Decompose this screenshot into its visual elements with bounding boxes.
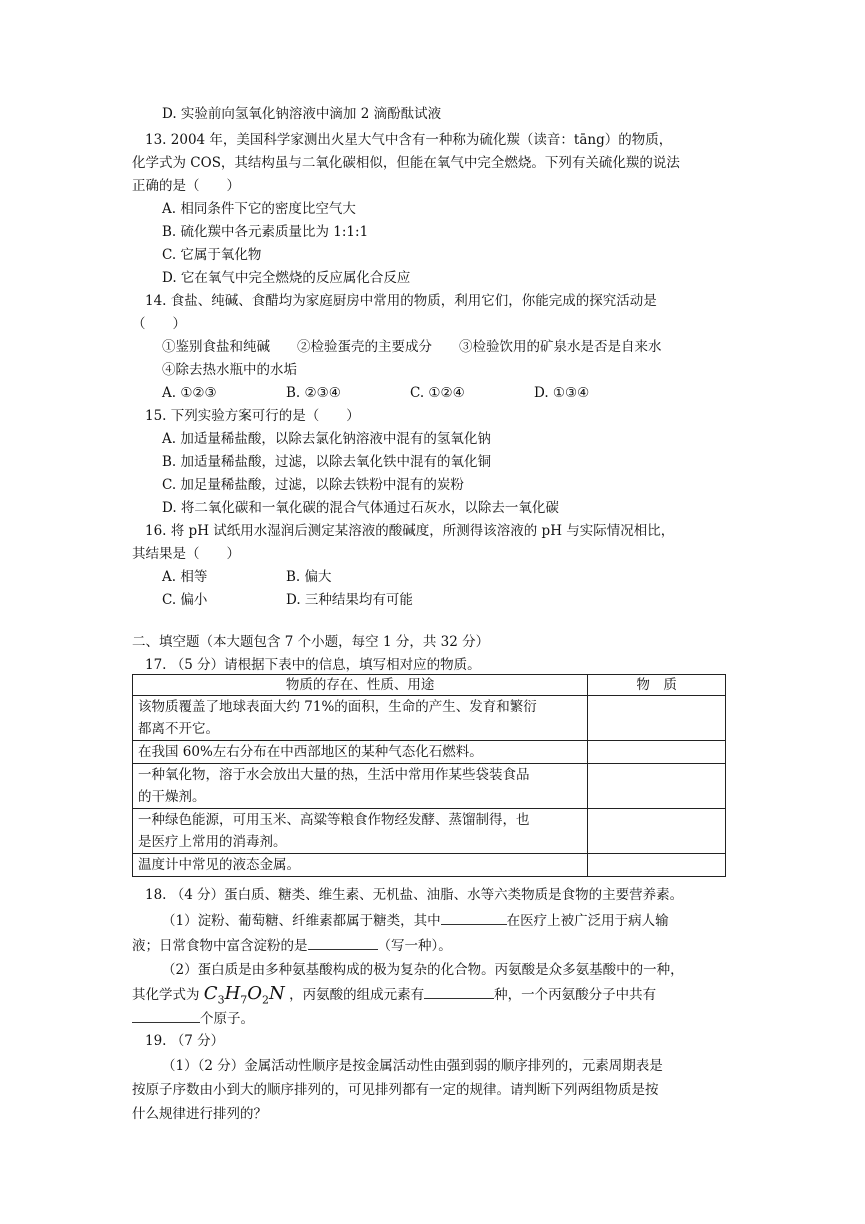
answer-blank[interactable]	[308, 935, 378, 950]
q13-option-b: B. 硫化羰中各元素质量比为 1:1:1	[162, 224, 369, 240]
table-cell-description	[133, 854, 588, 877]
q18-part1-line2	[132, 935, 452, 956]
q15-stem: 15. 下列实验方案可行的是（ ）	[145, 408, 360, 424]
q18-text: 个原子。	[200, 1011, 254, 1027]
q16-stem-line1: 16. 将 pH 试纸用水湿润后测定某溶液的酸碱度，所测得该溶液的 pH 与实际情况相比，	[145, 523, 675, 539]
answer-cell[interactable]	[588, 764, 726, 809]
q18-text: 在医疗上被广泛用于病人输	[506, 913, 669, 929]
answer-cell[interactable]	[588, 854, 726, 877]
section-title-fill-in: 二、填空题（本大题包含 7 个小题，每空 1 分，共 32 分）	[132, 634, 490, 650]
q17-stem: 17. （5 分）请根据下表中的信息，填写相对应的物质。	[145, 657, 481, 673]
q14-option-a: A. ①②③	[162, 385, 217, 401]
q14-stem-line1: 14. 食盐、纯碱、食醋均为家庭厨房中常用的物质，利用它们，你能完成的探究活动是	[145, 293, 657, 309]
q14-option-d: D. ①③④	[534, 385, 590, 401]
q13-stem-line2: 化学式为 COS，其结构虽与二氧化碳相似，但能在氧气中完全燃烧。下列有关硫化羰的说法	[132, 155, 680, 171]
q14-option-c: C. ①②④	[410, 385, 465, 401]
q14-option-b: B. ②③④	[286, 385, 341, 401]
cell-line: 在我国 60%左右分布在中西部地区的某种气态化石燃料。	[138, 744, 483, 760]
q15-option-d: D. 将二氧化碳和一氧化碳的混合气体通过石灰水，以除去一氧化碳	[162, 500, 559, 516]
table-cell-description	[133, 809, 588, 854]
table-row	[133, 741, 726, 764]
q18-stem: 18. （4 分）蛋白质、糖类、维生素、无机盐、油脂、水等六类物质是食物的主要营养素。	[145, 887, 684, 903]
q14-items-line1: ①鉴别食盐和纯碱 ②检验蛋壳的主要成分 ③检验饮用的矿泉水是否是自来水	[162, 339, 662, 355]
q18-part1-line1	[162, 910, 669, 931]
q15-option-c: C. 加足量稀盐酸，过滤，以除去铁粉中混有的炭粉	[162, 477, 464, 493]
answer-cell[interactable]	[588, 696, 726, 741]
q13-option-a: A. 相同条件下它的密度比空气大	[162, 201, 356, 217]
q18-text: （写一种）。	[377, 938, 452, 954]
q15-option-a: A. 加适量稀盐酸，以除去氯化钠溶液中混有的氢氧化钠	[162, 431, 491, 447]
table-header-substance: 物 质	[588, 675, 726, 696]
q16-option-a: A. 相等	[162, 569, 208, 585]
q14-items-line2: ④除去热水瓶中的水垢	[162, 362, 297, 378]
q18-part2-line1: （2）蛋白质是由多种氨基酸构成的极为复杂的化合物。丙氨酸是众多氨基酸中的一种，	[162, 962, 684, 978]
q16-option-b: B. 偏大	[286, 569, 332, 585]
table-cell-description	[133, 696, 588, 741]
table-row	[133, 764, 726, 809]
q18-text: 其化学式为	[132, 987, 200, 1003]
answer-blank[interactable]	[424, 984, 494, 999]
q15-option-b: B. 加适量稀盐酸，过滤，以除去氧化铁中混有的氧化铜	[162, 454, 492, 470]
table-row	[133, 809, 726, 854]
q18-text: （1）淀粉、葡萄糖、纤维素都属于糖类，其中	[162, 913, 441, 929]
table-cell-description	[133, 741, 588, 764]
q18-part2-line3	[132, 1008, 254, 1029]
table-row	[133, 854, 726, 877]
table-cell-description	[133, 764, 588, 809]
q18-text: 种，一个丙氨酸分子中共有	[494, 987, 657, 1003]
cell-line: 是医疗上常用的消毒剂。	[138, 834, 287, 850]
cell-line: 一种氧化物，溶于水会放出大量的热，生活中常用作某些袋装食品	[138, 767, 530, 783]
q17-table	[132, 674, 726, 877]
q16-option-c: C. 偏小	[162, 592, 208, 608]
cell-line: 该物质覆盖了地球表面大约 71%的面积，生命的产生、发育和繁衍	[138, 699, 537, 715]
answer-blank[interactable]	[441, 910, 507, 925]
q19-part1-line1: （1）（2 分）金属活动性顺序是按金属活动性由强到弱的顺序排列的，元素周期表是	[162, 1058, 663, 1074]
alanine-formula: $C_3H_7O_2N$	[203, 983, 285, 1007]
q18-text: ，丙氨酸的组成元素有	[289, 987, 425, 1003]
cell-line: 都离不开它。	[138, 721, 219, 737]
answer-blank[interactable]	[132, 1008, 200, 1023]
cell-line: 温度计中常见的液态金属。	[138, 857, 300, 873]
table-row	[133, 696, 726, 741]
q18-text: 液；日常食物中富含淀粉的是	[132, 938, 308, 954]
answer-cell[interactable]	[588, 809, 726, 854]
cell-line: 的干燥剂。	[138, 789, 206, 805]
q19-part1-line3: 什么规律进行排列的？	[132, 1106, 267, 1122]
cell-line: 一种绿色能源，可用玉米、高粱等粮食作物经发酵、蒸馏制得，也	[138, 812, 530, 828]
q19-part1-line2: 按原子序数由小到大的顺序排列的，可见排列都有一定的规律。请判断下列两组物质是按	[132, 1082, 659, 1098]
q16-stem-line2: 其结果是（ ）	[132, 546, 240, 562]
q19-stem: 19. （7 分）	[145, 1033, 225, 1049]
q12-option-d: D. 实验前向氢氧化钠溶液中滴加 2 滴酚酞试液	[162, 106, 442, 122]
q13-option-d: D. 它在氧气中完全燃烧的反应属化合反应	[162, 270, 411, 286]
q14-stem-line2: （ ）	[132, 316, 186, 332]
q16-option-d: D. 三种结果均有可能	[286, 592, 413, 608]
answer-cell[interactable]	[588, 741, 726, 764]
table-header-description: 物质的存在、性质、用途	[133, 675, 588, 696]
table-header-row	[133, 675, 726, 696]
q13-stem-line3: 正确的是（ ）	[132, 178, 240, 194]
q13-option-c: C. 它属于氧化物	[162, 247, 262, 263]
q13-stem-line1: 13. 2004 年，美国科学家测出火星大气中含有一种称为硫化羰（读音：tāng）的物质，	[145, 132, 673, 148]
